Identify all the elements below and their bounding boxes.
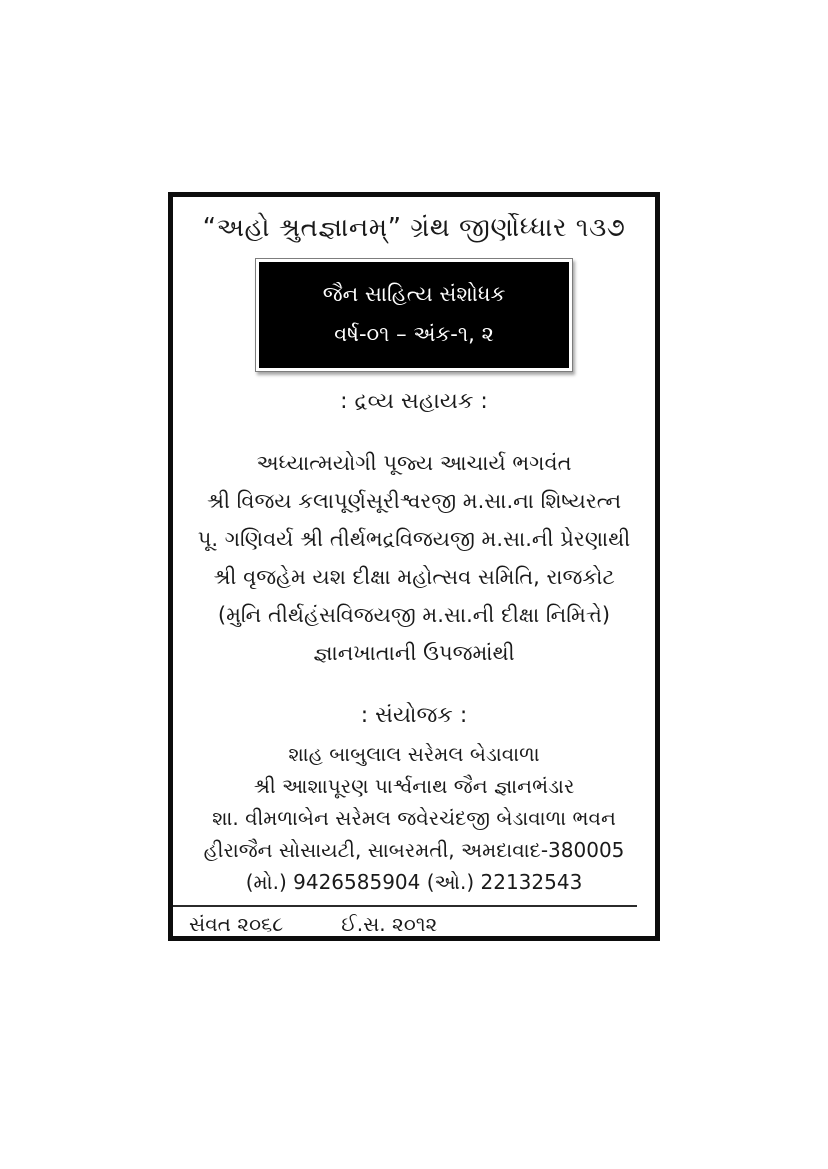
samvat-year-label: સંવત ૨૦૬૮ xyxy=(189,912,284,936)
coordinator-line: હીરાજૈન સોસાયટી, સાબરમતી, અમદાવાદ-380005 xyxy=(203,838,625,862)
footer-separator xyxy=(173,905,637,907)
banner-journal-name: જૈન સાહિત્ય સંશોધક xyxy=(322,282,506,306)
section-heading-dravya-sahayak: : દ્રવ્ય સહાયક : xyxy=(340,389,488,414)
issue-banner-inner xyxy=(259,262,569,368)
footer xyxy=(189,909,655,939)
ce-year-label: ઈ.સ. ૨૦૧૨ xyxy=(341,912,438,936)
sponsor-line: શ્રી વિજય કલાપૂર્ણસૂરીશ્વરજી મ.સા.ના શિષ્યરત્ન xyxy=(206,489,622,513)
sponsor-line: અધ્યાત્મયોગી પૂજ્ય આચાર્ય ભગવંત xyxy=(256,451,572,475)
banner-volume-issue: વર્ષ-૦૧ – અંક-૧, ૨ xyxy=(334,322,494,346)
sponsor-line: પૂ. ગણિવર્ય શ્રી તીર્થભદ્રવિજયજી મ.સા.ની પ્રેરણાથી xyxy=(197,527,631,551)
coordinator-section xyxy=(173,738,655,898)
sponsor-line: (મુનિ તીર્થહંસવિજયજી મ.સા.ની દીક્ષા નિમિત્તે) xyxy=(217,603,611,627)
coordinator-line: શ્રી આશાપૂરણ પાર્શ્વનાથ જૈન જ્ઞાનભંડાર xyxy=(253,774,575,798)
sponsor-line: શ્રી વૃજહેમ યશ દીક્ષા મહોત્સવ સમિતિ, રાજકોટ xyxy=(213,565,615,589)
journal-title: “અહો શ્રુતજ્ઞાનમ્” ગ્રંથ જીર્ણોધ્ધાર ૧૩૭ xyxy=(202,213,626,243)
coordinator-line: શા. વીમળાબેન સરેમલ જવેરચંદજી બેડાવાળા ભવન xyxy=(212,806,616,830)
sponsor-line: જ્ઞાનખાતાની ઉપજમાંથી xyxy=(313,641,515,665)
section-heading-sanyojak: : સંયોજક : xyxy=(360,703,468,728)
issue-banner xyxy=(255,258,573,372)
document-frame xyxy=(168,192,660,941)
sponsor-section xyxy=(173,444,655,672)
coordinator-line: શાહ બાબુલાલ સરેમલ બેડાવાળા xyxy=(288,742,540,766)
coordinator-line: (મો.) 9426585904 (ઓ.) 22132543 xyxy=(245,870,583,894)
